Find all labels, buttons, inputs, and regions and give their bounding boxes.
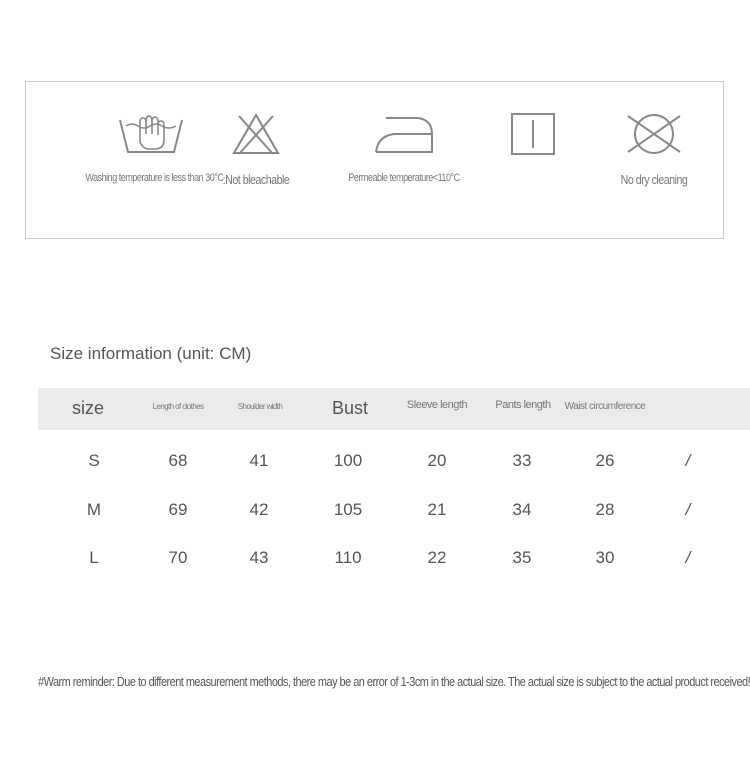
cell-sleeve: 22: [427, 548, 447, 567]
cell-extra: /: [685, 548, 691, 567]
cell-extra: /: [685, 500, 691, 519]
cell-length: 69: [168, 500, 188, 519]
table-row: [38, 441, 750, 481]
cell-size: M: [86, 500, 102, 519]
cell-pants: 35: [512, 548, 532, 567]
header-length: Length of clothes: [152, 402, 204, 411]
hand-wash-icon: [118, 112, 184, 156]
header-shoulder: Shoulder width: [237, 402, 283, 411]
iron-icon: [372, 112, 436, 156]
cell-waist: 28: [595, 500, 615, 519]
header-size: size: [71, 398, 105, 418]
size-info-title: Size information (unit: CM): [50, 344, 252, 363]
cell-shoulder: 42: [249, 500, 269, 519]
cell-extra: /: [685, 451, 691, 470]
cell-shoulder: 43: [249, 548, 269, 567]
no-dry-clean-icon: [625, 112, 683, 156]
cell-bust: 100: [333, 451, 363, 470]
cell-length: 68: [168, 451, 188, 470]
cell-size: S: [88, 451, 100, 470]
cell-pants: 33: [512, 451, 532, 470]
care-label-bleach: :Not bleachable: [222, 172, 290, 187]
table-row: [38, 490, 750, 530]
header-sleeve: Sleeve length: [406, 399, 468, 411]
care-item-dry-clean: [574, 112, 734, 187]
care-item-bleach: [176, 112, 336, 187]
cell-waist: 26: [595, 451, 615, 470]
warm-reminder-note: #Warm reminder: Due to different measurement methods, there may be an error of 1-3cm in the actual size. The actual size is subject to the actual product received!: [38, 674, 750, 689]
cell-sleeve: 20: [427, 451, 447, 470]
care-label-dry-clean: No dry cleaning: [620, 172, 688, 187]
no-bleach-icon: [231, 112, 281, 156]
cell-pants: 34: [512, 500, 532, 519]
cell-bust: 110: [334, 548, 362, 567]
table-row: [38, 538, 750, 578]
care-label-iron: Permeable temperature<110°C: [348, 172, 460, 184]
cell-bust: 105: [333, 500, 363, 519]
care-instructions-panel: [25, 81, 724, 239]
care-label-wash: Washing temperature is less than 30°C: [85, 172, 224, 184]
hang-dry-icon: [510, 112, 556, 156]
cell-sleeve: 21: [427, 500, 447, 519]
size-table-header: [38, 388, 750, 430]
cell-waist: 30: [595, 548, 615, 567]
cell-size: L: [89, 548, 99, 567]
header-waist: Waist circumference: [564, 401, 646, 412]
cell-shoulder: 41: [249, 451, 269, 470]
header-pants: Pants length: [495, 399, 551, 411]
header-bust: Bust: [331, 398, 369, 418]
cell-length: 70: [168, 548, 188, 567]
